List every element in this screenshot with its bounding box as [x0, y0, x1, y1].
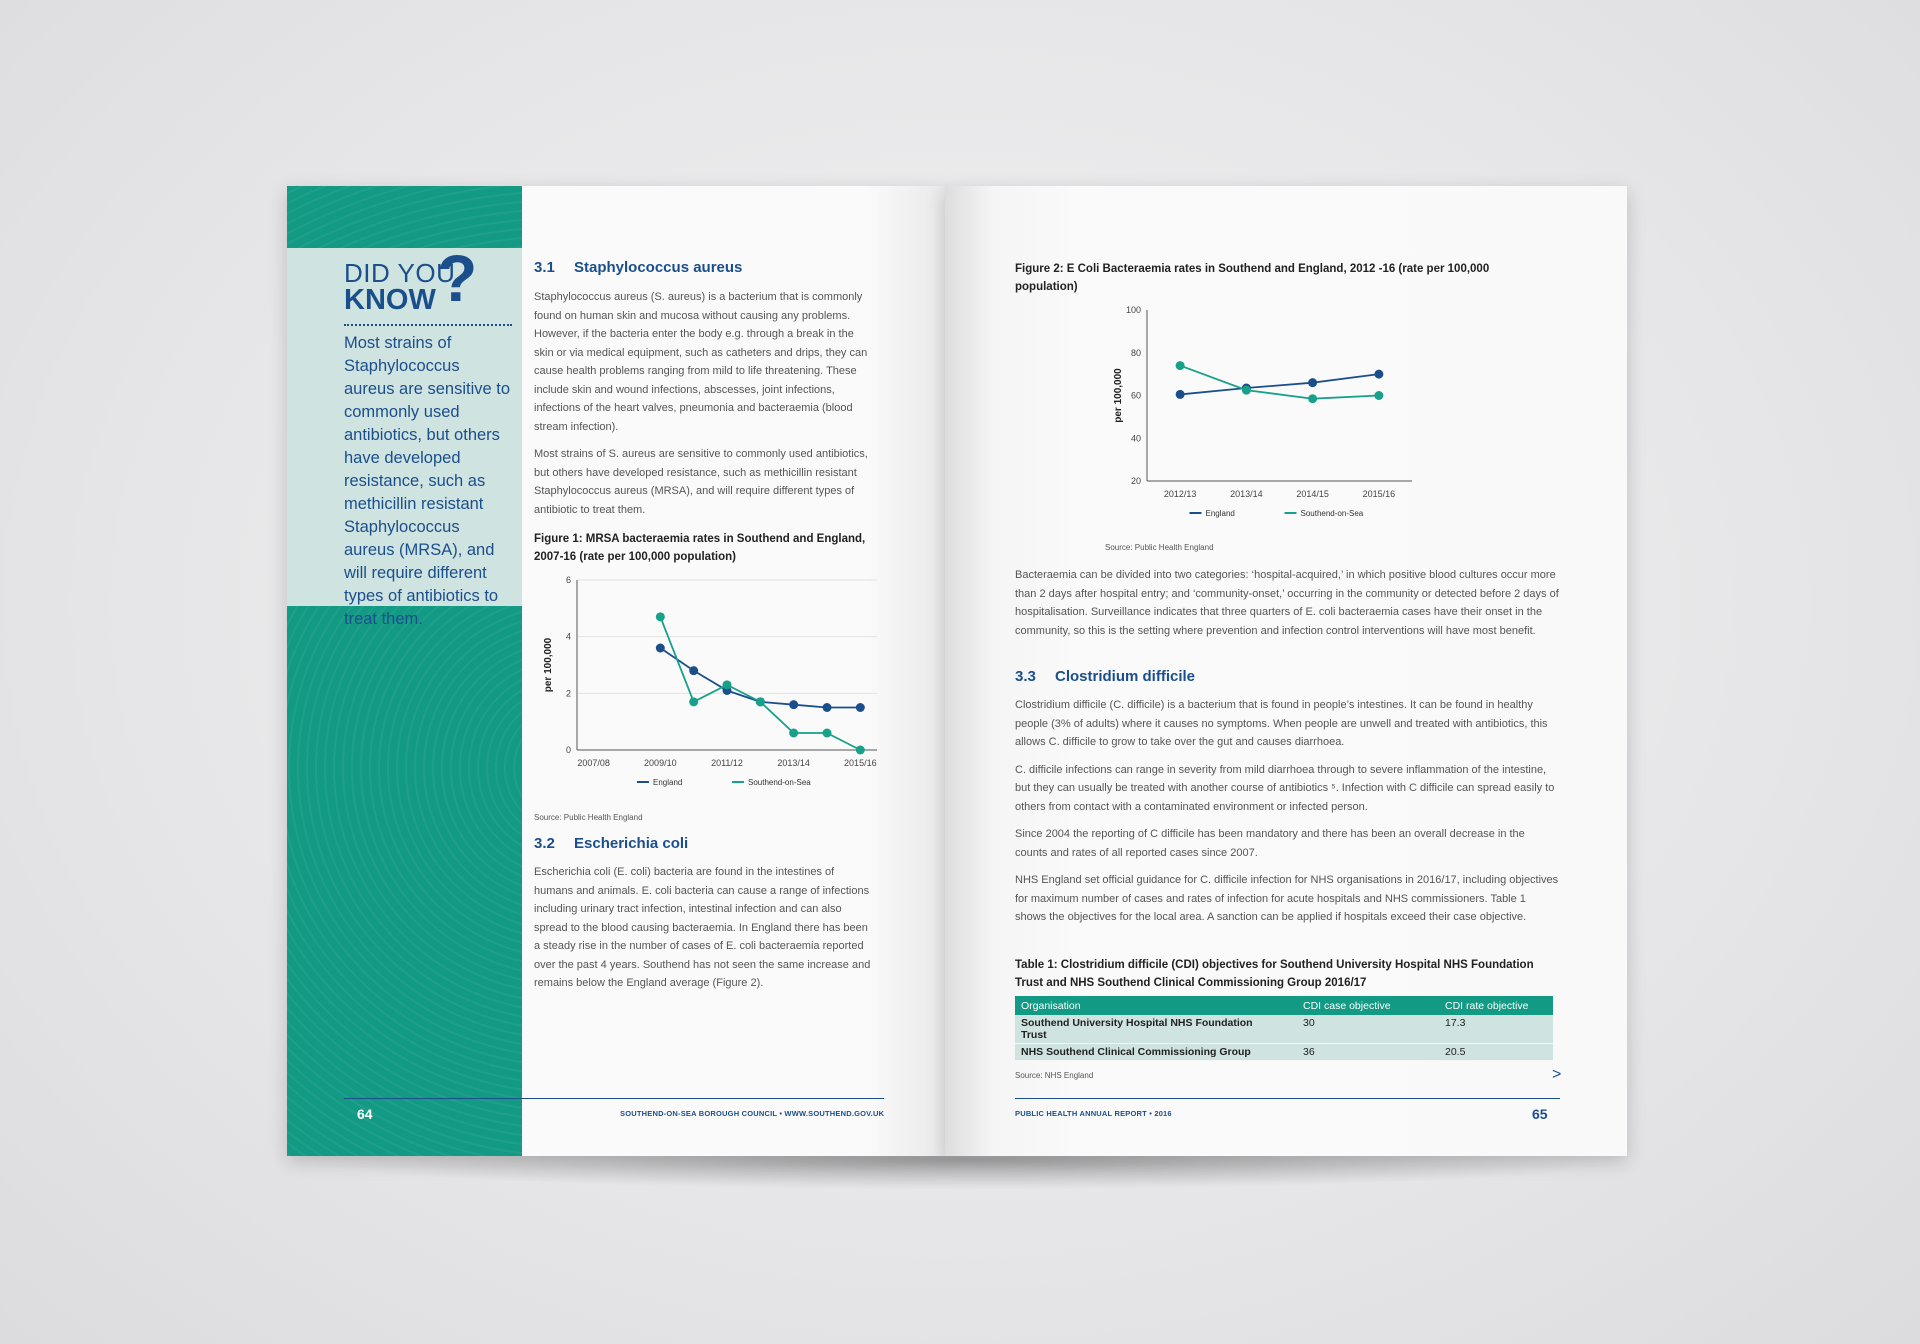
right-page — [945, 186, 1627, 1156]
section-title: Staphylococcus aureus — [574, 259, 743, 276]
y-tick-label: 0 — [565, 745, 571, 755]
data-point — [656, 612, 665, 621]
legend-label: England — [653, 778, 683, 787]
data-point — [689, 697, 698, 706]
paragraph: C. difficile infections can range in severity from mild diarrhoea through to severe inflammation of the intestine, but they can usually be treated with another course of antibiotics ⁵. Infection with C difficile can spread easily to others from contact with a contaminated environment or infected person. — [1015, 763, 1555, 813]
did-you-know-panel — [287, 186, 522, 1156]
data-point — [1374, 370, 1383, 379]
series-line-southend-on-sea — [1180, 366, 1379, 399]
table-row — [1015, 1015, 1553, 1044]
x-tick-label: 2011/12 — [711, 758, 743, 768]
x-tick-label: 2013/14 — [1230, 489, 1263, 499]
data-point — [1308, 378, 1317, 387]
page-number: 64 — [357, 1106, 373, 1122]
know-title: KNOW — [344, 284, 436, 316]
table-1-title: Table 1: Clostridium difficile (CDI) objectives for Southend University Hospital NHS Foundation Trust and NHS Southend Clinical Commissioning Group 2016/17 — [1015, 959, 1534, 989]
page-number: 65 — [1532, 1106, 1548, 1122]
section-3-3-heading — [1015, 668, 1195, 685]
footer-rule — [344, 1098, 884, 1099]
next-page-arrow-icon[interactable]: > — [1552, 1066, 1562, 1083]
y-tick-label: 2 — [565, 688, 571, 699]
table-cell: NHS Southend Clinical Commissioning Group — [1015, 1044, 1297, 1061]
table-cell: 20.5 — [1439, 1044, 1553, 1061]
data-point — [723, 680, 732, 689]
column-header: Organisation — [1015, 996, 1297, 1015]
y-axis-label: per 100,000 — [1113, 368, 1124, 423]
paragraph: Most strains of S. aureus are sensitive to commonly used antibiotics, but others have developed resistance, such as methicillin resistant Staphylococcus aureus (MRSA), and will require different types of antibiotic to treat them. — [534, 448, 868, 516]
data-point — [1374, 391, 1383, 400]
section-3-3-body — [1015, 696, 1560, 936]
section-3-2-body — [534, 863, 876, 1002]
figure-1-chart — [527, 570, 882, 795]
figure-1-source: Source: Public Health England — [534, 813, 643, 822]
table-row — [1015, 1044, 1553, 1061]
data-point — [789, 700, 798, 709]
paragraph: Escherichia coli (E. coli) bacteria are found in the intestines of humans and animals. E. coli bacteria can cause a range of infections including urinary tract infection, intestinal infection and can also spread to the blood causing bacteraemia. In England there has been a steady rise in the number of cases of E. coli bacteraemia reported over the past 4 years. Southend has not seen the same increase and remains below the England average (Figure 2). — [534, 866, 871, 989]
figure-1-title: Figure 1: MRSA bacteraemia rates in Southend and England, 2007-16 (rate per 100,000 population) — [534, 533, 866, 563]
x-tick-label: 2015/16 — [844, 758, 877, 768]
legend-label: England — [1205, 509, 1235, 518]
figure-2-title: Figure 2: E Coli Bacteraemia rates in Southend and England, 2012 -16 (rate per 100,000 population) — [1015, 263, 1490, 293]
figure-2-chart — [1110, 300, 1420, 530]
dotted-divider — [344, 324, 512, 326]
figure-2-source: Source: Public Health England — [1105, 543, 1214, 552]
section-3-2-heading — [534, 835, 688, 852]
did-you-know-box — [287, 241, 522, 628]
table-cell: 30 — [1297, 1015, 1439, 1044]
y-tick-label: 6 — [565, 575, 571, 585]
left-page — [287, 186, 945, 1156]
data-point — [1176, 361, 1185, 370]
paragraph: Clostridium difficile (C. difficile) is a bacterium that is found in people’s intestines. It can be found in healthy people (3% of adults) where it causes no symptoms. When people are unwell and treated with antibiotics, this allows C. difficile to grow to take over the gut and causes diarrhoea. — [1015, 699, 1548, 748]
x-tick-label: 2007/08 — [577, 758, 610, 768]
column-header: CDI case objective — [1297, 996, 1439, 1015]
paragraph: Since 2004 the reporting of C difficile has been mandatory and there has been an overall decrease in the counts and rates of all reported cases since 2007. — [1015, 828, 1525, 859]
legend-label: Southend-on-Sea — [1300, 509, 1364, 518]
table-cell: 17.3 — [1439, 1015, 1553, 1044]
data-point — [823, 729, 832, 738]
section-number: 3.3 — [1015, 668, 1036, 685]
y-tick-label: 40 — [1130, 433, 1141, 444]
section-number: 3.2 — [534, 835, 555, 852]
section-title: Escherichia coli — [574, 835, 689, 852]
y-tick-label: 100 — [1125, 305, 1141, 315]
y-tick-label: 4 — [565, 631, 571, 642]
column-header: CDI rate objective — [1439, 996, 1553, 1015]
x-tick-label: 2013/14 — [777, 758, 810, 768]
data-point — [856, 703, 865, 712]
y-tick-label: 60 — [1130, 390, 1141, 401]
table-header-row — [1015, 996, 1553, 1015]
bacteraemia-paragraph: Bacteraemia can be divided into two categories: ‘hospital-acquired,’ in which positive blood cultures occur more than 2 days after hospital entry; and ‘community-onset,’ occurring in the community or detected before 2 days of hospitalisation. Surveillance indicates that three quarters of E. coli bacteraemia cases have their onset in the community, so this is the setting where prevention and infection control interventions will have most benefit. — [1015, 569, 1559, 637]
x-tick-label: 2015/16 — [1362, 489, 1396, 499]
legend-label: Southend-on-Sea — [748, 778, 811, 787]
paragraph: Staphylococcus aureus (S. aureus) is a bacterium that is commonly found on human skin and mucosa without causing any problems. However, if the bacteria enter the body e.g. through a break in the skin or via medical equipment, such as catheters and drips, they can cause health problems ranging from mild to life threatening. These include skin and wound infections, abscesses, joint infections, infections of the heart valves, pneumonia and bacteraemia (blood stream infection). — [534, 291, 868, 433]
section-number: 3.1 — [534, 259, 555, 276]
did-you-know-text: Most strains of Staphylococcus aureus are sensitive to commonly used antibiotics, but others have developed resistance, such as methicillin resistant Staphylococcus aureus (MRSA), and will require different types of antibiotics to treat them. — [344, 334, 511, 628]
footer-text: SOUTHEND-ON-SEA BOROUGH COUNCIL • WWW.SOUTHEND.GOV.UK — [620, 1109, 885, 1118]
data-point — [1308, 394, 1317, 403]
section-title: Clostridium difficile — [1055, 668, 1196, 685]
data-point — [656, 644, 665, 653]
table-cell: Southend University Hospital NHS Foundation Trust — [1015, 1015, 1297, 1044]
x-tick-label: 2014/15 — [1296, 489, 1329, 499]
table-cell: 36 — [1297, 1044, 1439, 1061]
section-3-1-heading — [534, 259, 742, 276]
table-1-source: Source: NHS England — [1015, 1071, 1094, 1080]
question-mark-icon: ? — [437, 241, 478, 315]
y-axis-label: per 100,000 — [543, 637, 554, 693]
paragraph: NHS England set official guidance for C. difficile infection for NHS organisations in 2016/17, including objectives for maximum number of cases and rates of infection for acute hospitals and NHS commissioners. Table 1 shows the objectives for the local area. A sanction can be applied if hospitals exceed their case objective. — [1015, 874, 1559, 923]
data-point — [789, 729, 798, 738]
data-point — [823, 703, 832, 712]
x-tick-label: 2009/10 — [644, 758, 677, 768]
footer-text: PUBLIC HEALTH ANNUAL REPORT • 2016 — [1015, 1109, 1172, 1118]
x-tick-label: 2012/13 — [1163, 489, 1197, 499]
data-point — [756, 697, 765, 706]
section-3-1-body — [534, 288, 876, 528]
did-you-know-title: DID YOU — [344, 258, 456, 288]
cdi-objectives-table — [1015, 996, 1553, 1061]
footer-rule — [1015, 1098, 1560, 1099]
data-point — [1176, 390, 1185, 399]
data-point — [1242, 386, 1251, 395]
data-point — [689, 666, 698, 675]
y-tick-label: 20 — [1130, 476, 1141, 486]
y-tick-label: 80 — [1130, 347, 1141, 358]
data-point — [856, 746, 865, 755]
